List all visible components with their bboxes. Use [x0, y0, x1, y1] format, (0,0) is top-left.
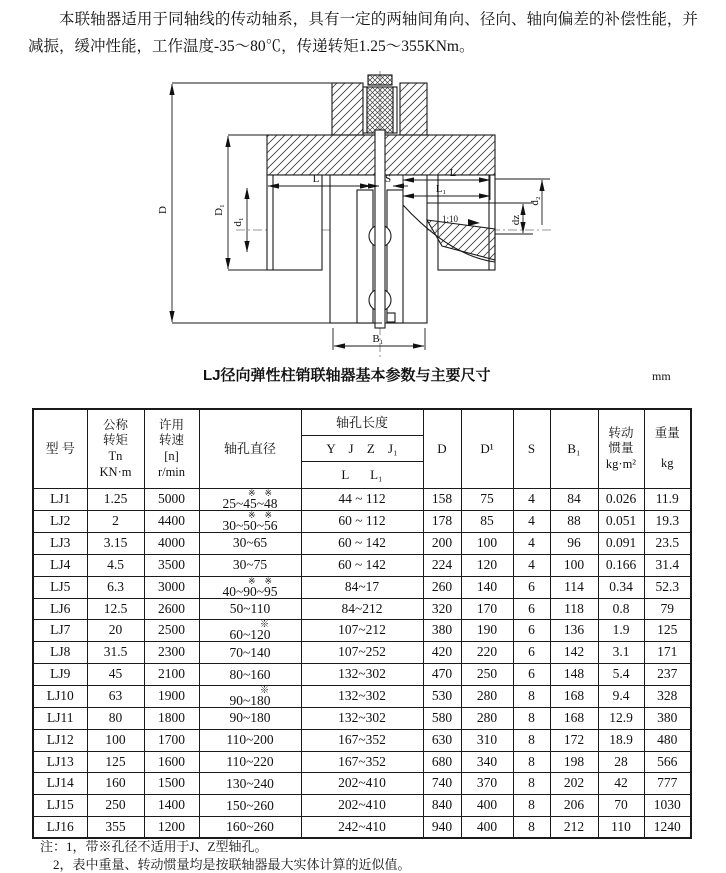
coupling-section-drawing	[150, 70, 580, 360]
cell-D1: 280	[461, 707, 513, 729]
cell-weight: 566	[644, 751, 691, 773]
cell-length: 202~410	[301, 773, 423, 795]
cell-D1: 170	[461, 598, 513, 620]
parameters-table	[32, 408, 692, 839]
cell-weight: 380	[644, 707, 691, 729]
header-D: D	[423, 409, 461, 489]
cell-torque: 1.25	[87, 489, 144, 511]
coupling-drawing-svg	[150, 70, 580, 360]
cell-length: 84~17	[301, 576, 423, 598]
cell-inertia: 9.4	[598, 685, 644, 707]
header-row	[33, 409, 691, 489]
dim-label-D1: D₁	[213, 204, 225, 216]
cell-D: 840	[423, 795, 461, 817]
cell-weight: 31.4	[644, 554, 691, 576]
cell-torque: 160	[87, 773, 144, 795]
cell-bore	[199, 576, 301, 598]
cell-bore	[199, 598, 301, 620]
table-row	[33, 620, 691, 642]
cell-D: 200	[423, 533, 461, 555]
cell-length: 202~410	[301, 795, 423, 817]
cell-B1: 100	[550, 554, 598, 576]
cell-inertia: 0.051	[598, 511, 644, 533]
cell-length: 44 ~ 112	[301, 489, 423, 511]
cell-length: 84~212	[301, 598, 423, 620]
header-bore: 轴孔直径	[199, 409, 301, 489]
cell-torque: 4.5	[87, 554, 144, 576]
footnotes	[0, 838, 726, 873]
dim-label-S: S	[384, 173, 392, 185]
cell-bore	[199, 729, 301, 751]
cell-inertia: 0.34	[598, 576, 644, 598]
cell-speed: 1400	[144, 795, 199, 817]
cell-speed: 1600	[144, 751, 199, 773]
cell-D1: 310	[461, 729, 513, 751]
dim-label-d2: d₂	[529, 196, 541, 206]
cell-model: LJ9	[33, 664, 87, 686]
bore-range: 90~180	[229, 692, 271, 708]
cell-B1: 148	[550, 664, 598, 686]
dim-label-L-left: L	[312, 173, 320, 185]
bore-range: 110~200	[226, 732, 274, 748]
cell-S: 8	[513, 773, 550, 795]
header-inertia: 转动 惯量 kg·m²	[598, 409, 644, 489]
bore-range: 30~75	[232, 557, 268, 573]
cell-D1: 120	[461, 554, 513, 576]
bore-range: 50~110	[229, 600, 271, 616]
table-row	[33, 576, 691, 598]
cell-bore	[199, 620, 301, 642]
cell-S: 8	[513, 707, 550, 729]
taper-label: 1:10	[441, 214, 459, 224]
cell-S: 6	[513, 576, 550, 598]
cell-inertia: 5.4	[598, 664, 644, 686]
cell-inertia: 28	[598, 751, 644, 773]
table-row	[33, 795, 691, 817]
cell-S: 6	[513, 598, 550, 620]
table-title: LJ径向弹性柱销联轴器基本参数与主要尺寸	[203, 367, 491, 384]
footnote-2: 2，表中重量、转动惯量均是按联轴器最大实体计算的近似值。	[53, 857, 411, 872]
cell-S: 4	[513, 533, 550, 555]
dim-label-B1: B₁	[372, 333, 384, 345]
cell-bore	[199, 664, 301, 686]
footnote-1: 注：1，带※孔径不适用于J、Z型轴孔。	[40, 839, 268, 854]
cell-torque: 3.15	[87, 533, 144, 555]
cell-speed: 3500	[144, 554, 199, 576]
cell-B1: 114	[550, 576, 598, 598]
cell-B1: 172	[550, 729, 598, 751]
cell-S: 6	[513, 664, 550, 686]
cell-model: LJ16	[33, 816, 87, 838]
cell-inertia: 18.9	[598, 729, 644, 751]
cell-B1: 168	[550, 685, 598, 707]
cell-torque: 100	[87, 729, 144, 751]
cell-D: 260	[423, 576, 461, 598]
cell-weight: 1030	[644, 795, 691, 817]
cell-S: 8	[513, 795, 550, 817]
cell-S: 8	[513, 751, 550, 773]
header-model: 型 号	[33, 409, 87, 489]
cell-model: LJ3	[33, 533, 87, 555]
cell-bore	[199, 773, 301, 795]
cell-bore	[199, 554, 301, 576]
cell-inertia: 0.166	[598, 554, 644, 576]
cell-length: 107~212	[301, 620, 423, 642]
cell-model: LJ12	[33, 729, 87, 751]
cell-bore	[199, 489, 301, 511]
table-row	[33, 816, 691, 838]
cell-D: 940	[423, 816, 461, 838]
table-row	[33, 773, 691, 795]
table-row	[33, 664, 691, 686]
bore-range: 160~260	[226, 819, 274, 835]
header-S: S	[513, 409, 550, 489]
cell-model: LJ5	[33, 576, 87, 598]
cell-bore	[199, 511, 301, 533]
table-row	[33, 533, 691, 555]
bore-range: 80~160	[229, 666, 271, 682]
cell-weight: 52.3	[644, 576, 691, 598]
cell-torque: 31.5	[87, 642, 144, 664]
cell-B1: 96	[550, 533, 598, 555]
table-row	[33, 511, 691, 533]
bore-star-marks: ※ ※	[247, 575, 273, 586]
cell-B1: 202	[550, 773, 598, 795]
bore-star-marks: ※	[250, 619, 269, 630]
cell-speed: 4000	[144, 533, 199, 555]
cell-model: LJ13	[33, 751, 87, 773]
dim-label-L-right: L	[449, 167, 457, 179]
cell-length: 107~252	[301, 642, 423, 664]
cell-D1: 370	[461, 773, 513, 795]
dim-label-D: D	[157, 206, 169, 214]
cell-length: 132~302	[301, 707, 423, 729]
table-row	[33, 642, 691, 664]
bore-range: 30~50~56	[222, 518, 278, 533]
bore-star-marks: ※ ※	[247, 488, 273, 498]
cell-torque: 2	[87, 511, 144, 533]
cell-D: 680	[423, 751, 461, 773]
unit-label: mm	[652, 369, 671, 383]
cell-D1: 140	[461, 576, 513, 598]
cell-speed: 2100	[144, 664, 199, 686]
cell-D: 158	[423, 489, 461, 511]
cell-torque: 80	[87, 707, 144, 729]
cell-inertia: 0.026	[598, 489, 644, 511]
cell-model: LJ15	[33, 795, 87, 817]
cell-speed: 1900	[144, 685, 199, 707]
cell-torque: 355	[87, 816, 144, 838]
cell-D1: 100	[461, 533, 513, 555]
cell-B1: 198	[550, 751, 598, 773]
cell-weight: 1240	[644, 816, 691, 838]
header-speed: 许用 转速 [n] r/min	[144, 409, 199, 489]
cell-S: 4	[513, 489, 550, 511]
header-length-ll: L L₁	[341, 467, 383, 482]
cell-inertia: 1.9	[598, 620, 644, 642]
table-body	[33, 489, 691, 839]
cell-S: 6	[513, 642, 550, 664]
table-row	[33, 729, 691, 751]
cell-model: LJ2	[33, 511, 87, 533]
cell-inertia: 12.9	[598, 707, 644, 729]
cell-model: LJ7	[33, 620, 87, 642]
dim-label-L1: L₁	[435, 183, 447, 195]
cell-weight: 11.9	[644, 489, 691, 511]
cell-torque: 20	[87, 620, 144, 642]
cell-weight: 23.5	[644, 533, 691, 555]
cell-B1: 136	[550, 620, 598, 642]
cell-model: LJ8	[33, 642, 87, 664]
cell-D: 630	[423, 729, 461, 751]
cell-model: LJ14	[33, 773, 87, 795]
cell-model: LJ11	[33, 707, 87, 729]
cell-inertia: 70	[598, 795, 644, 817]
cell-B1: 206	[550, 795, 598, 817]
cell-torque: 6.3	[87, 576, 144, 598]
cell-D1: 85	[461, 511, 513, 533]
cell-S: 4	[513, 554, 550, 576]
bore-range: 130~240	[226, 775, 274, 791]
cell-length: 167~352	[301, 729, 423, 751]
cell-inertia: 42	[598, 773, 644, 795]
bore-range: 110~220	[226, 753, 274, 769]
cell-bore	[199, 533, 301, 555]
bore-star-marks: ※	[250, 684, 269, 695]
cell-speed: 4400	[144, 511, 199, 533]
cell-weight: 125	[644, 620, 691, 642]
cell-D: 320	[423, 598, 461, 620]
cell-inertia: 3.1	[598, 642, 644, 664]
table-row	[33, 685, 691, 707]
cell-speed: 1800	[144, 707, 199, 729]
cell-length: 60 ~ 112	[301, 511, 423, 533]
cell-S: 8	[513, 685, 550, 707]
header-B1: B₁	[550, 409, 598, 489]
coupling-body	[267, 75, 495, 328]
cell-model: LJ10	[33, 685, 87, 707]
cell-D: 470	[423, 664, 461, 686]
cell-B1: 142	[550, 642, 598, 664]
cell-B1: 168	[550, 707, 598, 729]
header-length-title: 轴孔长度	[302, 410, 423, 436]
cell-D: 580	[423, 707, 461, 729]
cell-weight: 480	[644, 729, 691, 751]
cell-model: LJ4	[33, 554, 87, 576]
table-row	[33, 751, 691, 773]
bore-range: 40~90~95	[222, 583, 278, 599]
cell-length: 60 ~ 142	[301, 533, 423, 555]
header-length-types: Y J Z J₁	[302, 436, 423, 462]
cell-D1: 280	[461, 685, 513, 707]
cell-speed: 1700	[144, 729, 199, 751]
cell-weight: 19.3	[644, 511, 691, 533]
cell-D: 380	[423, 620, 461, 642]
cell-speed: 5000	[144, 489, 199, 511]
cell-weight: 328	[644, 685, 691, 707]
cell-B1: 88	[550, 511, 598, 533]
table-row	[33, 707, 691, 729]
cell-speed: 3000	[144, 576, 199, 598]
cell-D1: 400	[461, 816, 513, 838]
table-row	[33, 489, 691, 511]
table-row	[33, 554, 691, 576]
dim-label-dz: dz	[510, 214, 522, 226]
cell-speed: 1200	[144, 816, 199, 838]
cell-torque: 45	[87, 664, 144, 686]
cell-D: 420	[423, 642, 461, 664]
cell-bore	[199, 685, 301, 707]
cell-inertia: 0.8	[598, 598, 644, 620]
cell-D: 224	[423, 554, 461, 576]
dim-label-d1: d₁	[232, 217, 244, 227]
cell-B1: 118	[550, 598, 598, 620]
cell-D: 740	[423, 773, 461, 795]
cell-bore	[199, 751, 301, 773]
intro-paragraph: 本联轴器适用于同轴线的传动轴系，具有一定的两轴间角向、径向、轴向偏差的补偿性能，并减振，缓冲性能，工作温度-35～80℃，传递转矩1.25～355KNm。	[28, 11, 698, 55]
cell-D1: 400	[461, 795, 513, 817]
cell-S: 6	[513, 620, 550, 642]
cell-bore	[199, 816, 301, 838]
bore-range: 90~180	[229, 710, 271, 726]
cell-S: 4	[513, 511, 550, 533]
cell-length: 242~410	[301, 816, 423, 838]
cell-D1: 220	[461, 642, 513, 664]
cell-B1: 84	[550, 489, 598, 511]
cell-torque: 63	[87, 685, 144, 707]
cell-weight: 171	[644, 642, 691, 664]
header-torque: 公称 转矩 Tn KN·m	[87, 409, 144, 489]
bore-range: 70~140	[229, 644, 271, 660]
cell-model: LJ6	[33, 598, 87, 620]
cell-length: 132~302	[301, 664, 423, 686]
cell-speed: 2600	[144, 598, 199, 620]
cell-torque: 12.5	[87, 598, 144, 620]
cell-torque: 125	[87, 751, 144, 773]
cell-length: 167~352	[301, 751, 423, 773]
cell-D1: 190	[461, 620, 513, 642]
cell-S: 8	[513, 816, 550, 838]
cell-model: LJ1	[33, 489, 87, 511]
cell-length: 60 ~ 142	[301, 554, 423, 576]
cell-weight: 777	[644, 773, 691, 795]
cell-inertia: 110	[598, 816, 644, 838]
cell-D1: 75	[461, 489, 513, 511]
header-length-group	[301, 409, 423, 489]
bore-range: 60~120	[229, 627, 271, 643]
bore-range: 150~260	[226, 797, 274, 813]
cell-torque: 250	[87, 795, 144, 817]
header-weight: 重量 kg	[644, 409, 691, 489]
cell-speed: 2300	[144, 642, 199, 664]
cell-B1: 212	[550, 816, 598, 838]
cell-inertia: 0.091	[598, 533, 644, 555]
cell-speed: 1500	[144, 773, 199, 795]
cell-D1: 250	[461, 664, 513, 686]
cell-S: 8	[513, 729, 550, 751]
bore-range: 25~45~48	[222, 496, 278, 511]
cell-bore	[199, 707, 301, 729]
cell-speed: 2500	[144, 620, 199, 642]
bore-star-marks: ※ ※	[247, 510, 273, 520]
header-D1: D¹	[461, 409, 513, 489]
table-row	[33, 598, 691, 620]
cell-bore	[199, 795, 301, 817]
cell-D: 530	[423, 685, 461, 707]
bore-range: 30~65	[232, 535, 268, 551]
cell-length: 132~302	[301, 685, 423, 707]
cell-D1: 340	[461, 751, 513, 773]
cell-weight: 79	[644, 598, 691, 620]
cell-bore	[199, 642, 301, 664]
cell-D: 178	[423, 511, 461, 533]
cell-weight: 237	[644, 664, 691, 686]
